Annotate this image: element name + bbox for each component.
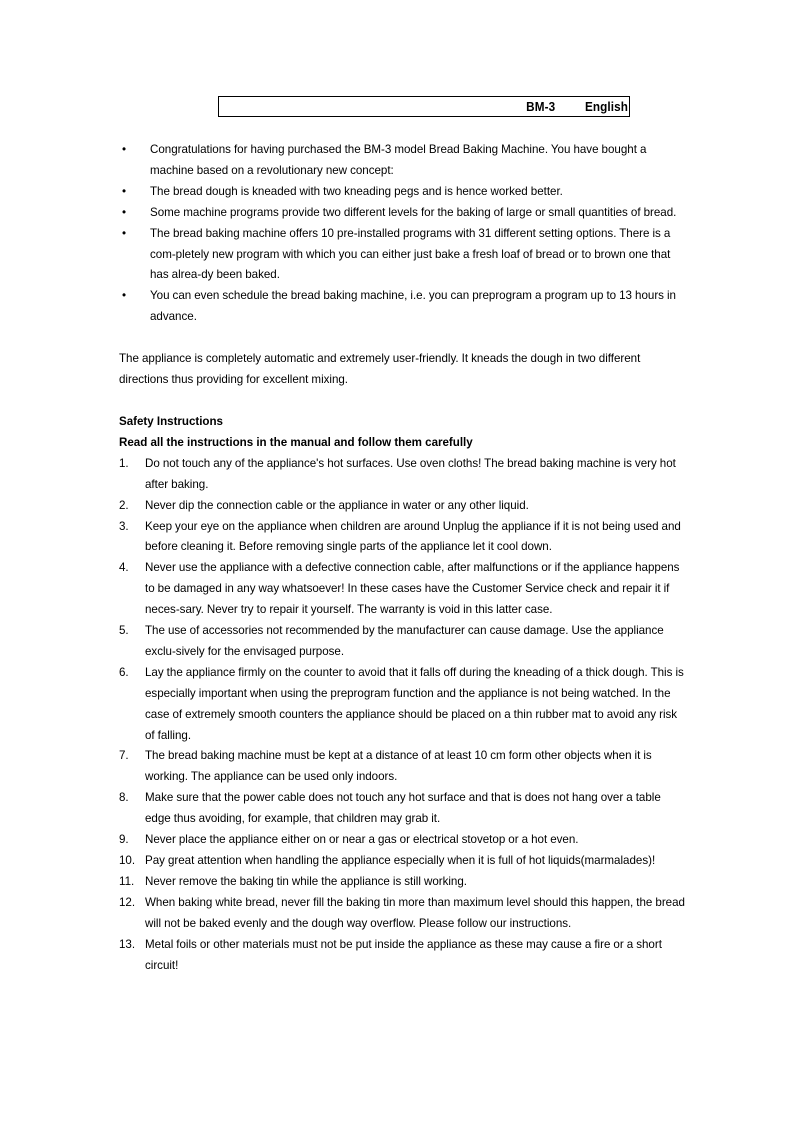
list-item [119, 851, 687, 872]
list-item [119, 893, 687, 935]
safety-instructions-heading: Safety Instructions [119, 414, 223, 428]
list-item [119, 286, 687, 328]
list-item-text: Congratulations for having purchased the BM-3 model Bread Baking Machine. You have bought a machine based on a revolutionary new concept: [150, 143, 647, 177]
list-item-text: The use of accessories not recommended by the manufacturer can cause damage. Use the appliance exclu-sively for the envisaged purpose. [145, 624, 664, 658]
list-item-text: Do not touch any of the appliance's hot surfaces. Use oven cloths! The bread baking machine is very hot after baking. [145, 456, 676, 491]
list-item [119, 454, 687, 496]
list-item-text: Never place the appliance either on or near a gas or electrical stovetop or a hot even. [145, 833, 579, 847]
section-spacer [119, 391, 687, 412]
list-item [119, 140, 687, 182]
intro-paragraph: The appliance is completely automatic and extremely user-friendly. It kneads the dough in two different directions thus providing for excellent mixing. [119, 352, 641, 387]
list-item-text: Make sure that the power cable does not touch any hot surface and that is does not hang over a table edge thus avoiding, for example, that children may grab it. [145, 791, 661, 826]
bullet-icon: • [122, 184, 127, 198]
list-item-number: 12. [119, 895, 136, 909]
list-item [119, 788, 687, 830]
bullet-icon: • [122, 226, 127, 240]
list-item [119, 496, 687, 517]
list-item-text: Some machine programs provide two different levels for the baking of large or small quantities of bread. [150, 205, 677, 219]
list-item-number: 9. [119, 833, 129, 847]
list-item [119, 872, 687, 893]
list-item [119, 621, 687, 663]
list-item-number: 2. [119, 498, 129, 512]
list-item-text: Keep your eye on the appliance when children are around Unplug the appliance if it is not being used and before cleaning it. Before removing single parts of the appliance let it cool down. [145, 519, 681, 554]
list-item-text: Pay great attention when handling the appliance especially when it is full of hot liquids(marmalades)! [145, 854, 656, 867]
list-item-text: Metal foils or other materials must not be put inside the appliance as these may cause a fire or a short circuit! [145, 937, 662, 972]
list-item [119, 517, 687, 559]
bullet-icon: • [122, 143, 127, 156]
list-item-number: 11. [119, 874, 135, 888]
list-item [119, 182, 687, 203]
list-item-number: 6. [119, 665, 129, 679]
bullet-icon: • [122, 289, 127, 303]
list-item-number: 4. [119, 561, 129, 575]
list-item [119, 663, 687, 747]
safety-numbered-list [119, 454, 687, 977]
list-item-text: Never dip the connection cable or the appliance in water or any other liquid. [145, 498, 529, 512]
page-header-box [218, 96, 630, 117]
list-item-number: 7. [119, 749, 129, 763]
list-item-text: The bread dough is kneaded with two kneading pegs and is hence worked better. [150, 184, 563, 198]
bullet-icon: • [122, 205, 127, 219]
list-item-text: When baking white bread, never fill the baking tin more than maximum level should this happen, the bread will not be baked evenly and the dough way overflow. Please follow our instructions. [145, 895, 685, 930]
list-item-number: 3. [119, 519, 129, 533]
page-header-content [219, 97, 629, 116]
header-language-label: English [584, 99, 628, 114]
list-item-number: 8. [119, 791, 129, 805]
document-body [119, 140, 687, 976]
safety-instructions-subheading: Read all the instructions in the manual and follow them carefully [119, 435, 473, 449]
list-item-text: Never remove the baking tin while the appliance is still working. [145, 874, 467, 888]
list-item-text: The bread baking machine must be kept at a distance of at least 10 cm form other objects when it is working. The appliance can be used only indoors. [145, 749, 652, 784]
list-item-number: 10. [119, 854, 136, 867]
list-item-text: Never use the appliance with a defective connection cable, after malfunctions or if the appliance happens to be damaged in any way whatsoever! In these cases have the Customer Service check and repair it if neces-sary. Never try to repair it yourself. The warranty is void in this latter case. [145, 561, 680, 617]
list-item-text: You can even schedule the bread baking machine, i.e. you can preprogram a program up to 13 hours in advance. [150, 289, 676, 324]
list-item [119, 558, 687, 621]
list-item-number: 1. [119, 456, 129, 470]
list-item [119, 203, 687, 224]
list-item [119, 830, 687, 851]
list-item [119, 224, 687, 287]
list-item-text: Lay the appliance firmly on the counter to avoid that it falls off during the kneading of a thick dough. This is especially important when using the preprogram function and the appliance is not being watched. In the case of extremely smooth counters the appliance should be placed on a thin rubber mat to avoid any risk of falling. [145, 665, 684, 742]
list-item-number: 5. [119, 624, 129, 638]
section-spacer [119, 328, 687, 349]
list-item [119, 935, 687, 977]
list-item [119, 746, 687, 788]
header-model-label: BM-3 [525, 99, 555, 114]
list-item-text: The bread baking machine offers 10 pre-installed programs with 31 different setting options. There is a com-pletely new program with which you can either just bake a fresh loaf of bread or to brown one that has alrea-dy been baked. [150, 226, 671, 282]
intro-bullet-list [119, 140, 687, 328]
list-item-number: 13. [119, 937, 136, 951]
